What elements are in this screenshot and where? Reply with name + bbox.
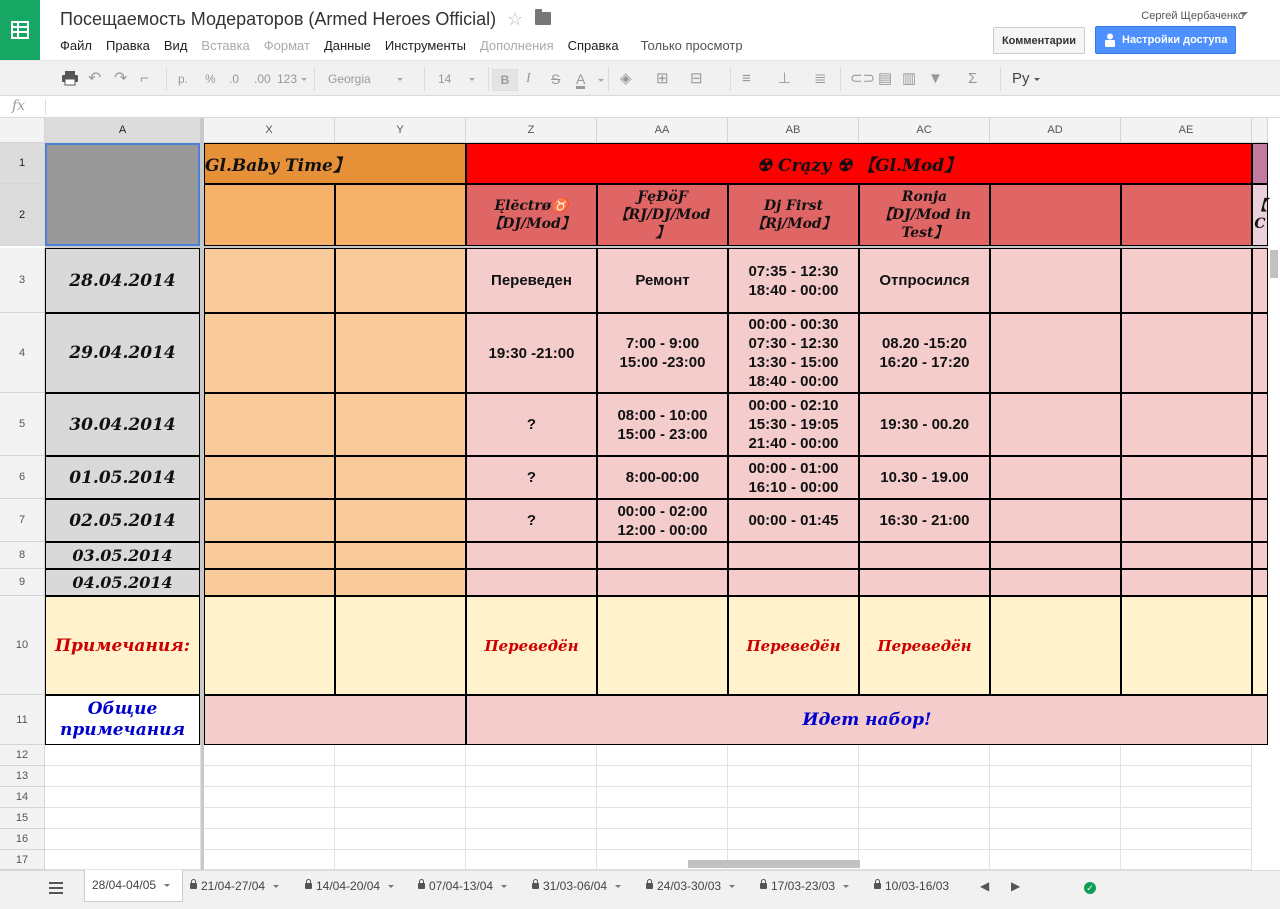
empty-cell[interactable]	[45, 829, 201, 850]
wrap-text-icon[interactable]: ≣	[814, 70, 827, 87]
date-cell[interactable]: 02.05.2014	[45, 499, 200, 542]
general-notes-XY[interactable]	[204, 695, 466, 745]
person-lock-icon	[1104, 33, 1116, 47]
sheet-tab[interactable]	[305, 871, 394, 901]
cell-AF[interactable]	[1252, 313, 1268, 393]
cell-Y[interactable]	[335, 542, 466, 569]
folder-icon[interactable]	[535, 12, 551, 25]
moderator-name[interactable]: ƑęÐöƑ 【RJ/DJ/Mod 】	[597, 184, 728, 246]
empty-cell[interactable]	[335, 787, 466, 808]
cell-A1-A2[interactable]	[45, 143, 200, 246]
star-icon[interactable]: ☆	[507, 9, 524, 29]
strikethrough-button[interactable]: S	[551, 71, 561, 87]
empty-cell[interactable]	[990, 787, 1121, 808]
empty-cell[interactable]	[1121, 850, 1252, 870]
horizontal-scrollbar[interactable]	[688, 860, 860, 868]
menu-item[interactable]: Вставка	[201, 38, 250, 53]
paint-format-icon[interactable]: ⌐	[140, 70, 149, 87]
redo-icon[interactable]: ↷	[114, 70, 128, 87]
schedule-cell[interactable]: ?	[466, 499, 597, 542]
schedule-cell[interactable]: 8:00-00:00	[597, 456, 728, 499]
row-header[interactable]: 3	[0, 248, 45, 313]
sheet-tab[interactable]	[646, 871, 735, 901]
cell-Y[interactable]	[335, 393, 466, 456]
date-cell[interactable]: 29.04.2014	[45, 313, 200, 393]
comments-button[interactable]: Комментарии	[993, 27, 1085, 54]
input-tools-label: Ру	[1012, 70, 1030, 87]
empty-cell[interactable]	[990, 745, 1121, 766]
cell-AD2[interactable]	[990, 184, 1121, 246]
empty-cell[interactable]	[45, 808, 201, 829]
row-header[interactable]: 2	[0, 184, 45, 246]
schedule-cell[interactable]: 10.30 - 19.00	[859, 456, 990, 499]
empty-cell[interactable]	[204, 787, 335, 808]
schedule-cell[interactable]	[597, 542, 728, 569]
empty-cell[interactable]	[728, 829, 859, 850]
empty-cell[interactable]	[1121, 766, 1252, 787]
borders-icon[interactable]: ⊞	[656, 70, 669, 87]
share-button[interactable]	[1095, 26, 1236, 54]
cell-AF[interactable]	[1252, 393, 1268, 456]
row-header[interactable]: 16	[0, 829, 45, 850]
empty-cell[interactable]	[45, 766, 201, 787]
schedule-cell[interactable]: 08:00 - 10:00 15:00 - 23:00	[597, 393, 728, 456]
chart-icon[interactable]: ▥	[902, 70, 917, 87]
empty-cell[interactable]	[728, 745, 859, 766]
link-icon[interactable]: ⊂⊃	[850, 70, 876, 87]
chevron-left-icon[interactable]: ◀	[980, 879, 990, 893]
italic-button[interactable]: I	[526, 71, 531, 86]
saved-check-icon: ✓	[1084, 882, 1096, 894]
column-header[interactable]: AD	[990, 118, 1121, 143]
cell-X[interactable]	[204, 569, 335, 596]
menu-item[interactable]: Вид	[163, 38, 188, 53]
empty-cell[interactable]	[204, 808, 335, 829]
share-button-label: Настройки доступа	[1122, 34, 1228, 46]
empty-cell[interactable]	[597, 745, 728, 766]
schedule-cell[interactable]	[728, 569, 859, 596]
empty-cell[interactable]	[466, 766, 597, 787]
sheet-tab-label: 21/04-27/04	[201, 879, 266, 893]
schedule-cell[interactable]: 07:35 - 12:30 18:40 - 00:00	[728, 248, 859, 313]
empty-cell[interactable]	[335, 850, 466, 870]
merge-cells-icon[interactable]: ⊟	[690, 70, 703, 87]
chevron-right-icon[interactable]: ▶	[1011, 879, 1021, 893]
sheet-tab-active[interactable]	[84, 870, 183, 902]
cell-Y[interactable]	[335, 569, 466, 596]
menu-item[interactable]: Инструменты	[384, 38, 466, 53]
note-cell[interactable]: Переведён	[466, 596, 597, 695]
row-header[interactable]: 11	[0, 695, 45, 745]
increase-decimal-button[interactable]: .00	[254, 72, 271, 86]
cell-X[interactable]	[204, 456, 335, 499]
schedule-cell[interactable]: 00:00 - 02:00 12:00 - 00:00	[597, 499, 728, 542]
empty-cell[interactable]	[335, 745, 466, 766]
empty-cell[interactable]	[45, 787, 201, 808]
empty-cell[interactable]	[335, 829, 466, 850]
empty-cell[interactable]	[45, 850, 201, 870]
row-header[interactable]: 17	[0, 850, 45, 870]
row-header[interactable]: 5	[0, 393, 45, 456]
empty-cell[interactable]	[597, 787, 728, 808]
print-icon[interactable]	[62, 71, 78, 91]
menu-item[interactable]: Дополнения	[479, 38, 554, 53]
empty-cell[interactable]	[728, 766, 859, 787]
sheet-tab-label: 24/03-30/03	[657, 879, 722, 893]
notes-Y[interactable]	[335, 596, 466, 695]
font-size-select[interactable]	[438, 69, 484, 89]
date-cell[interactable]: 28.04.2014	[45, 248, 200, 313]
font-label: Georgia	[328, 72, 371, 86]
cell-X[interactable]	[204, 542, 335, 569]
schedule-cell[interactable]: ?	[466, 456, 597, 499]
empty-cell[interactable]	[728, 808, 859, 829]
column-header[interactable]: X	[204, 118, 335, 143]
empty-cell[interactable]	[204, 829, 335, 850]
formula-bar	[0, 96, 1280, 118]
moderator-name[interactable]: Ęlĕctrø♉ 【DJ/Mod】	[466, 184, 597, 246]
input-tools-button[interactable]	[1012, 69, 1040, 89]
empty-cell[interactable]	[859, 745, 990, 766]
note-cell[interactable]	[597, 596, 728, 695]
functions-icon[interactable]: Σ	[968, 70, 978, 87]
schedule-cell[interactable]	[990, 542, 1121, 569]
empty-cell[interactable]	[597, 808, 728, 829]
schedule-cell[interactable]	[990, 456, 1121, 499]
schedule-cell[interactable]: 7:00 - 9:00 15:00 -23:00	[597, 313, 728, 393]
formula-input[interactable]	[54, 99, 1254, 115]
lock-icon	[418, 883, 425, 889]
empty-cell[interactable]	[728, 787, 859, 808]
empty-cell[interactable]	[597, 766, 728, 787]
lock-icon	[190, 883, 197, 889]
empty-cell[interactable]	[466, 787, 597, 808]
sheet-tab-label: 17/03-23/03	[771, 879, 836, 893]
empty-cell[interactable]	[597, 829, 728, 850]
group-header-next[interactable]	[1252, 143, 1268, 184]
lock-icon	[532, 883, 539, 889]
sheet-tab-label: 14/04-20/04	[316, 879, 381, 893]
schedule-cell[interactable]: 19:30 - 00.20	[859, 393, 990, 456]
schedule-cell[interactable]	[1121, 499, 1252, 542]
empty-cell[interactable]	[990, 766, 1121, 787]
schedule-cell[interactable]	[990, 248, 1121, 313]
schedule-cell[interactable]	[859, 569, 990, 596]
row-header[interactable]: 9	[0, 569, 45, 596]
undo-icon[interactable]: ↶	[88, 70, 102, 87]
empty-cell[interactable]	[466, 850, 597, 870]
empty-cell[interactable]	[859, 787, 990, 808]
column-header[interactable]: Y	[335, 118, 466, 143]
empty-cell[interactable]	[466, 829, 597, 850]
moderator-name[interactable]: Ronja 【DJ/Mod in Test】	[859, 184, 990, 246]
notes-AD[interactable]	[990, 596, 1121, 695]
schedule-cell[interactable]: Отпросился	[859, 248, 990, 313]
sheet-tab[interactable]	[874, 871, 949, 901]
all-sheets-icon[interactable]	[49, 882, 63, 894]
lock-icon	[646, 883, 653, 889]
menu-item[interactable]: Данные	[323, 38, 371, 53]
empty-cell[interactable]	[859, 850, 990, 870]
schedule-cell[interactable]: ?	[466, 393, 597, 456]
font-select[interactable]	[328, 69, 414, 89]
general-notes-value[interactable]: Идет набор!	[466, 695, 1268, 745]
cell-AE2[interactable]	[1121, 184, 1252, 246]
column-header[interactable]: AC	[859, 118, 990, 143]
empty-cell[interactable]	[859, 808, 990, 829]
cell-Y[interactable]	[335, 313, 466, 393]
column-header-extra	[1252, 118, 1268, 143]
cell-AF[interactable]	[1252, 542, 1268, 569]
note-cell[interactable]: Переведён	[728, 596, 859, 695]
schedule-cell[interactable]	[990, 499, 1121, 542]
schedule-cell[interactable]	[1121, 456, 1252, 499]
notes-AF[interactable]	[1252, 596, 1268, 695]
schedule-cell[interactable]	[597, 569, 728, 596]
schedule-cell[interactable]	[1121, 313, 1252, 393]
schedule-cell[interactable]	[990, 313, 1121, 393]
sheet-bar	[0, 870, 1280, 909]
menu-item[interactable]: Правка	[105, 38, 150, 53]
empty-cell[interactable]	[990, 829, 1121, 850]
empty-cell[interactable]	[859, 766, 990, 787]
sheets-logo-icon[interactable]	[0, 0, 40, 60]
menu-item[interactable]: Формат	[263, 38, 310, 53]
empty-cell[interactable]	[1121, 787, 1252, 808]
schedule-cell[interactable]: 00:00 - 01:45	[728, 499, 859, 542]
schedule-cell[interactable]	[466, 542, 597, 569]
currency-button[interactable]: р.	[178, 72, 189, 86]
number-format-label: 123	[277, 72, 298, 86]
comment-icon[interactable]: ▤	[878, 70, 893, 87]
sheet-tab[interactable]	[418, 871, 507, 901]
cell-X[interactable]	[204, 248, 335, 313]
empty-cell[interactable]	[45, 745, 201, 766]
row-header[interactable]: 13	[0, 766, 45, 787]
sheet-tab[interactable]	[532, 871, 621, 901]
row-header[interactable]: 14	[0, 787, 45, 808]
cell-AF[interactable]	[1252, 456, 1268, 499]
column-header[interactable]: A	[45, 118, 201, 143]
empty-cell[interactable]	[990, 808, 1121, 829]
schedule-cell[interactable]	[1121, 542, 1252, 569]
empty-cell[interactable]	[204, 745, 335, 766]
group-header-baby[interactable]: Gl.Baby Time】	[204, 143, 466, 184]
cell-Y[interactable]	[335, 499, 466, 542]
row-header[interactable]: 7	[0, 499, 45, 542]
menu-item[interactable]: Файл	[60, 38, 92, 53]
schedule-cell[interactable]: 08.20 -15:20 16:20 - 17:20	[859, 313, 990, 393]
notes-X[interactable]	[204, 596, 335, 695]
cell-Y[interactable]	[335, 248, 466, 313]
column-header[interactable]: AB	[728, 118, 859, 143]
cell-X[interactable]	[204, 313, 335, 393]
fill-color-icon[interactable]: ◈	[620, 70, 632, 87]
schedule-cell[interactable]	[990, 393, 1121, 456]
schedule-cell[interactable]	[990, 569, 1121, 596]
lock-icon	[874, 883, 881, 889]
sheet-tab-label: 31/03-06/04	[543, 879, 608, 893]
cell-Y[interactable]	[335, 456, 466, 499]
toolbar	[0, 60, 1280, 96]
bold-button[interactable]: B	[492, 69, 518, 91]
document-title[interactable]: Посещаемость Модераторов (Armed Heroes Official)	[60, 9, 497, 29]
cell-AF[interactable]	[1252, 569, 1268, 596]
schedule-cell[interactable]	[466, 569, 597, 596]
empty-cell[interactable]	[1121, 745, 1252, 766]
row-header[interactable]: 10	[0, 596, 45, 695]
cell-X[interactable]	[204, 393, 335, 456]
schedule-cell[interactable]: 00:00 - 01:00 16:10 - 00:00	[728, 456, 859, 499]
empty-cell[interactable]	[204, 766, 335, 787]
empty-cell[interactable]	[335, 766, 466, 787]
schedule-cell[interactable]: Переведен	[466, 248, 597, 313]
column-header[interactable]: Z	[466, 118, 597, 143]
schedule-cell[interactable]: Ремонт	[597, 248, 728, 313]
cell-X2[interactable]	[204, 184, 335, 246]
sheet-tab[interactable]	[190, 871, 279, 901]
sheet-tab-label: 07/04-13/04	[429, 879, 494, 893]
cell-AF2[interactable]: 【 C	[1252, 184, 1268, 246]
general-notes-label[interactable]: Общие примечания	[45, 695, 200, 745]
empty-cell[interactable]	[1121, 829, 1252, 850]
vertical-scrollbar[interactable]	[1270, 250, 1278, 278]
cell-Y2[interactable]	[335, 184, 466, 246]
sheet-tab-label: 10/03-16/03	[885, 879, 950, 893]
group-header-crazy[interactable]: ☢ Crązy ☢ 【Gl.Mod】	[466, 143, 1252, 184]
schedule-cell[interactable]: 19:30 -21:00	[466, 313, 597, 393]
empty-cell[interactable]	[466, 808, 597, 829]
empty-cell[interactable]	[859, 829, 990, 850]
schedule-cell[interactable]: 00:00 - 00:30 07:30 - 12:30 13:30 - 15:00 18:40 - 00:00	[728, 313, 859, 393]
schedule-cell[interactable]: 00:00 - 02:10 15:30 - 19:05 21:40 - 00:00	[728, 393, 859, 456]
date-cell[interactable]: 30.04.2014	[45, 393, 200, 456]
date-cell[interactable]: 04.05.2014	[45, 569, 200, 596]
cell-AF[interactable]	[1252, 248, 1268, 313]
column-header[interactable]: AE	[1121, 118, 1252, 143]
schedule-cell[interactable]	[1121, 393, 1252, 456]
percent-button[interactable]: %	[205, 72, 216, 86]
empty-cell[interactable]	[1121, 808, 1252, 829]
schedule-cell[interactable]	[728, 542, 859, 569]
fx-icon: fx	[12, 98, 26, 114]
filter-icon[interactable]: ▼	[928, 70, 943, 87]
lock-icon	[305, 883, 312, 889]
empty-cell[interactable]	[204, 850, 335, 870]
menu-item[interactable]: Справка	[567, 38, 619, 53]
notes-AE[interactable]	[1121, 596, 1252, 695]
schedule-cell[interactable]	[859, 542, 990, 569]
spreadsheet-grid	[0, 118, 1268, 866]
schedule-cell[interactable]: 16:30 - 21:00	[859, 499, 990, 542]
user-name[interactable]: Сергей Щербаченко	[1141, 10, 1244, 22]
row-header[interactable]: 4	[0, 313, 45, 393]
align-vertical-icon[interactable]: ⊥	[778, 70, 792, 87]
row-header[interactable]: 6	[0, 456, 45, 499]
decrease-decimal-button[interactable]: .0	[229, 72, 240, 86]
empty-cell[interactable]	[335, 808, 466, 829]
view-only-label: Только просмотр	[640, 38, 743, 53]
select-all-corner[interactable]	[0, 118, 45, 143]
row-header[interactable]: 8	[0, 542, 45, 569]
lock-icon	[760, 883, 767, 889]
row-header[interactable]: 1	[0, 143, 45, 184]
empty-cell[interactable]	[990, 850, 1121, 870]
sheet-tab-label: 28/04-04/05	[92, 878, 157, 892]
sheet-tab[interactable]	[760, 871, 849, 901]
row-header[interactable]: 12	[0, 745, 45, 766]
align-horizontal-icon[interactable]: ≡	[742, 70, 751, 87]
empty-cell[interactable]	[466, 745, 597, 766]
schedule-cell[interactable]	[1121, 248, 1252, 313]
date-cell[interactable]: 03.05.2014	[45, 542, 200, 569]
schedule-cell[interactable]	[1121, 569, 1252, 596]
cell-X[interactable]	[204, 499, 335, 542]
menu-bar	[60, 38, 757, 54]
moderator-name[interactable]: Dj First 【Rj/Mod】	[728, 184, 859, 246]
row-header[interactable]: 15	[0, 808, 45, 829]
note-cell[interactable]: Переведён	[859, 596, 990, 695]
date-cell[interactable]: 01.05.2014	[45, 456, 200, 499]
number-format-button[interactable]	[277, 69, 307, 89]
text-color-button[interactable]: A	[576, 71, 586, 87]
column-header[interactable]: AA	[597, 118, 728, 143]
cell-AF[interactable]	[1252, 499, 1268, 542]
chevron-down-icon[interactable]	[1240, 12, 1248, 16]
font-size-label: 14	[438, 72, 452, 86]
notes-label[interactable]: Примечания:	[45, 596, 200, 695]
